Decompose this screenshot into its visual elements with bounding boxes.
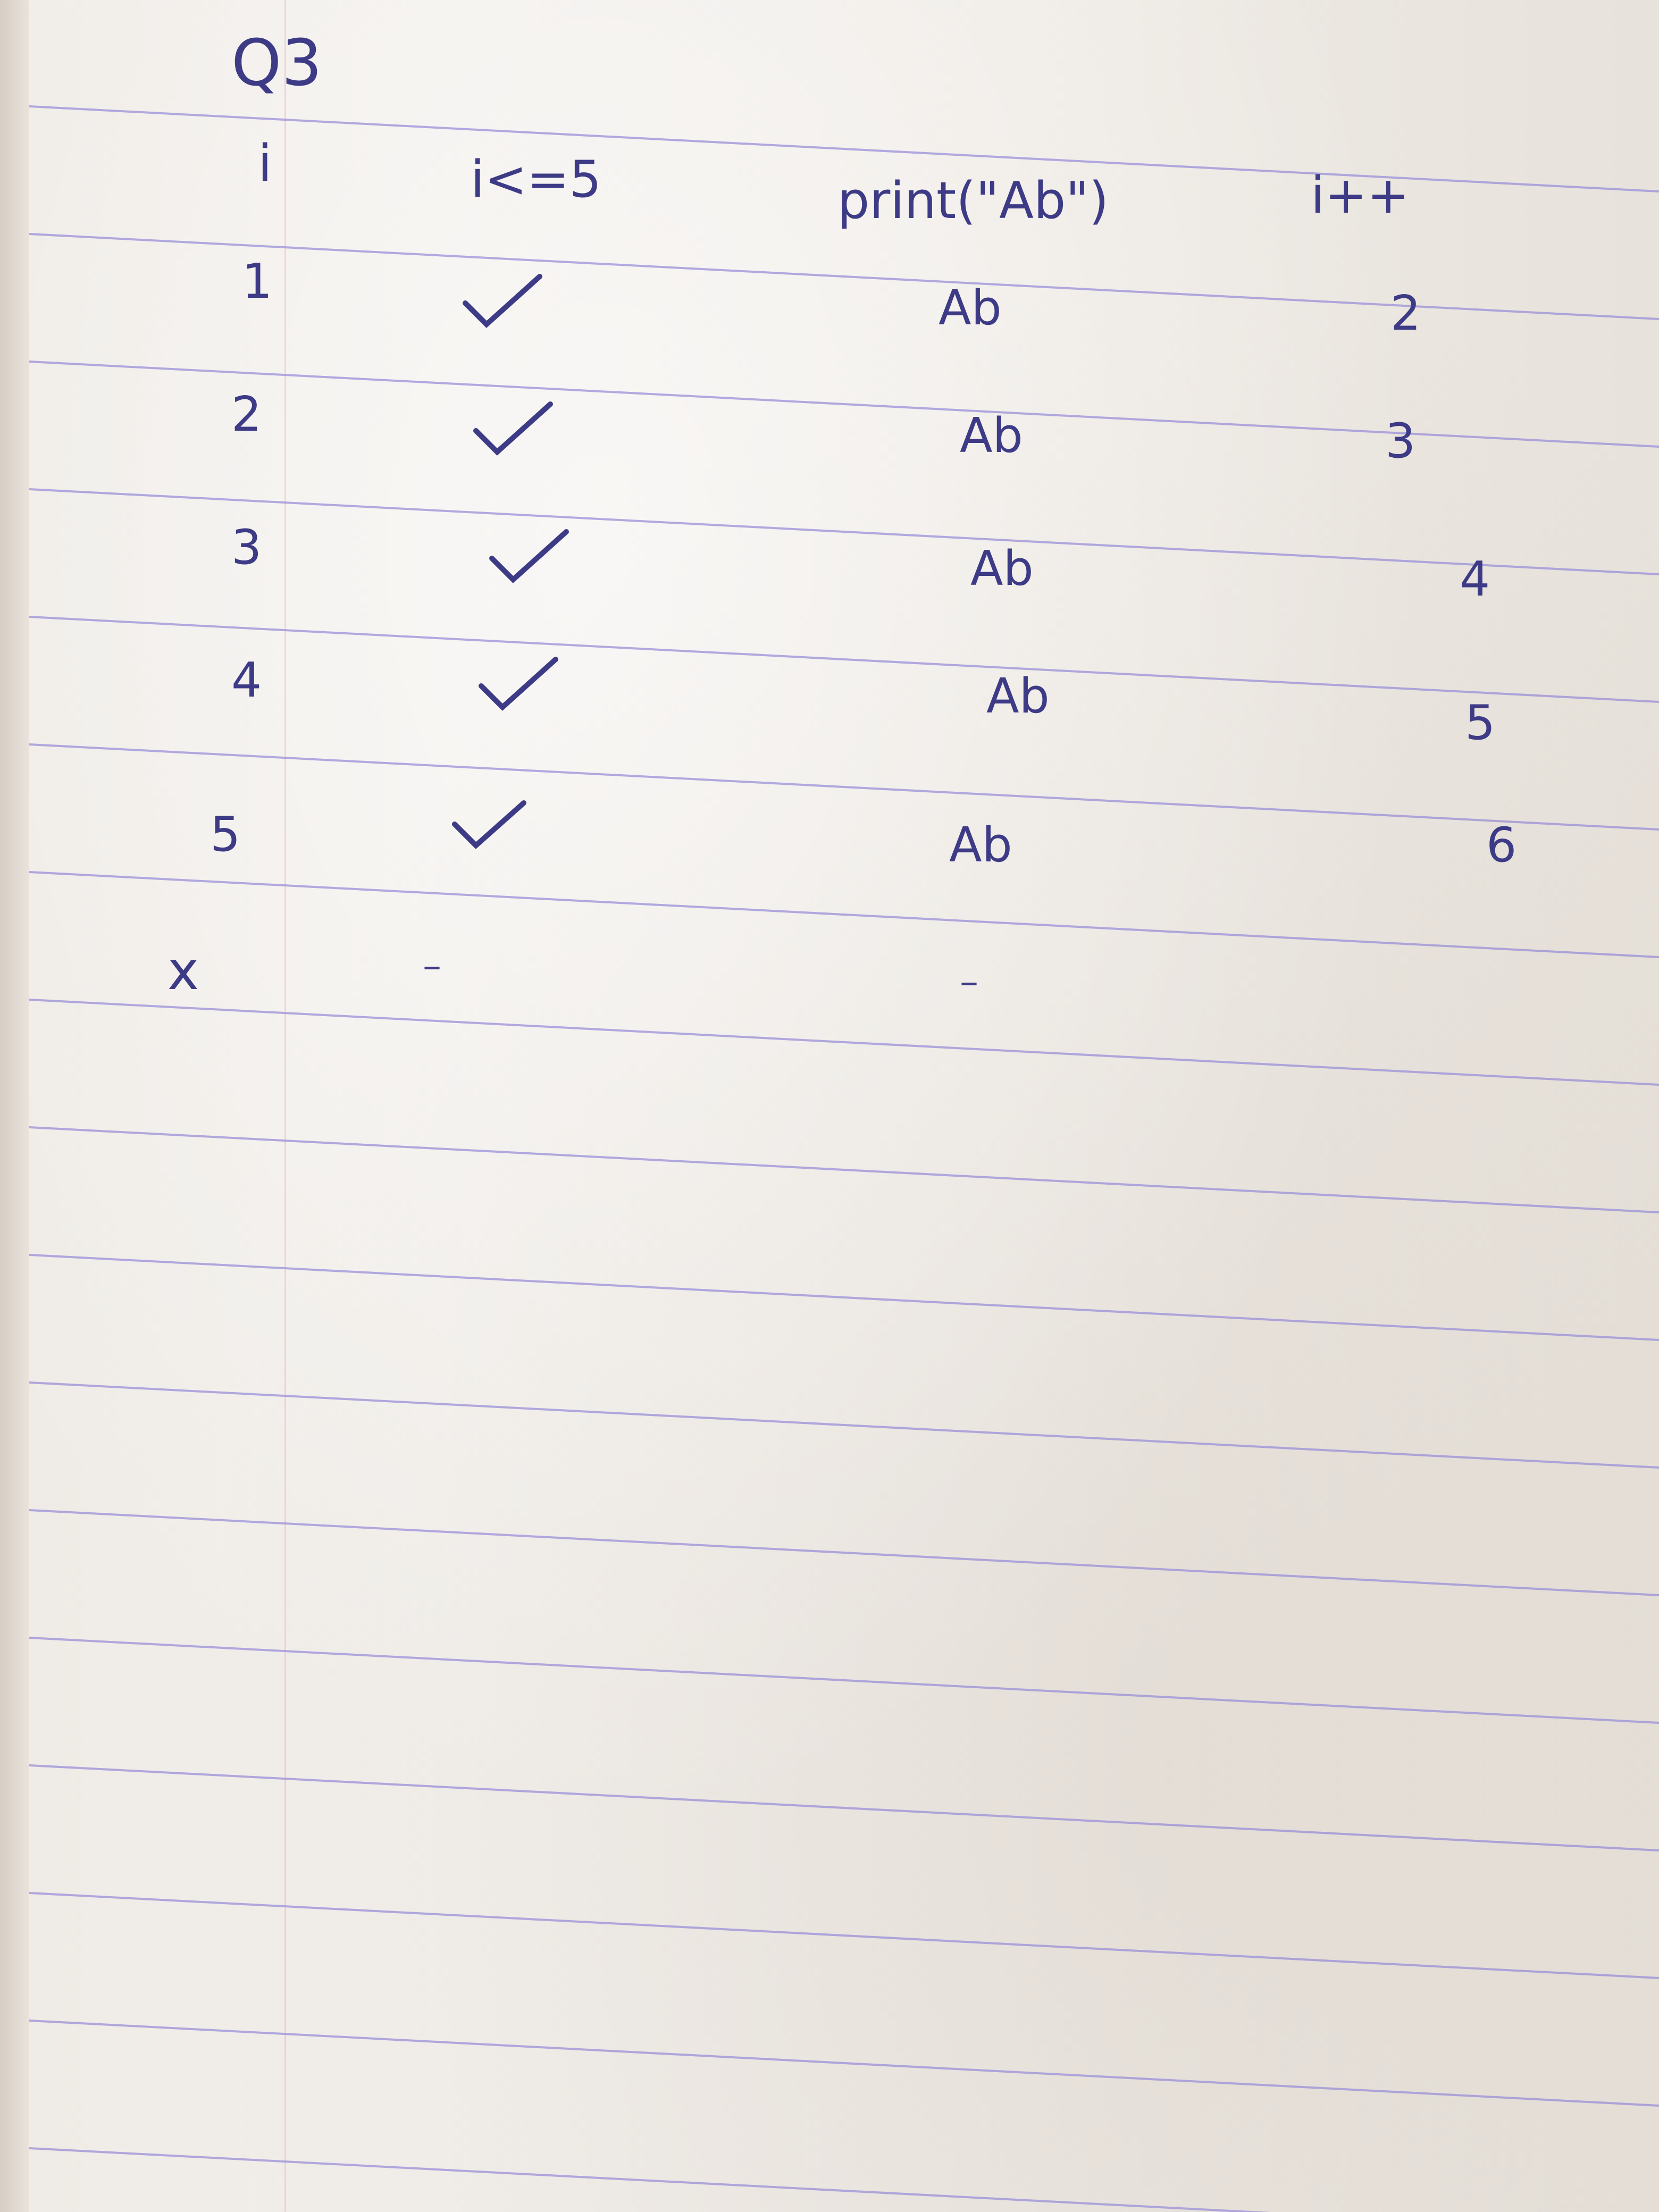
handwritten-table (29, 0, 1659, 2212)
row-2-i: 2 (231, 387, 262, 442)
row-1-increment: 2 (1390, 286, 1421, 341)
header-i: i (258, 135, 272, 193)
row-1-output: Ab (939, 280, 1002, 336)
row-6-i: x (167, 940, 199, 1002)
header-increment: i++ (1311, 166, 1410, 225)
header-print: print("Ab") (837, 172, 1109, 230)
question-label: Q3 (231, 27, 322, 100)
row-4-output: Ab (986, 668, 1050, 724)
row-4-i: 4 (231, 652, 262, 708)
notebook-page (29, 0, 1659, 2212)
row-5-checkmark-icon (455, 803, 524, 845)
row-2-checkmark-icon (476, 404, 550, 452)
row-2-output: Ab (960, 408, 1023, 464)
row-3-output: Ab (970, 541, 1034, 597)
header-condition: i<=5 (471, 150, 602, 209)
row-5-increment: 6 (1486, 817, 1517, 873)
row-3-checkmark-icon (492, 532, 566, 580)
row-5-output: Ab (949, 817, 1012, 873)
row-6-output: – (960, 960, 978, 1003)
row-2-increment: 3 (1385, 413, 1416, 469)
row-5-i: 5 (210, 807, 241, 862)
row-4-checkmark-icon (481, 659, 556, 707)
row-3-increment: 4 (1460, 551, 1490, 607)
row-4-increment: 5 (1465, 695, 1496, 751)
row-1-checkmark-icon (465, 276, 540, 324)
row-1-i: 1 (242, 254, 273, 309)
row-3-i: 3 (231, 520, 262, 575)
row-6-condition: – (423, 944, 441, 987)
